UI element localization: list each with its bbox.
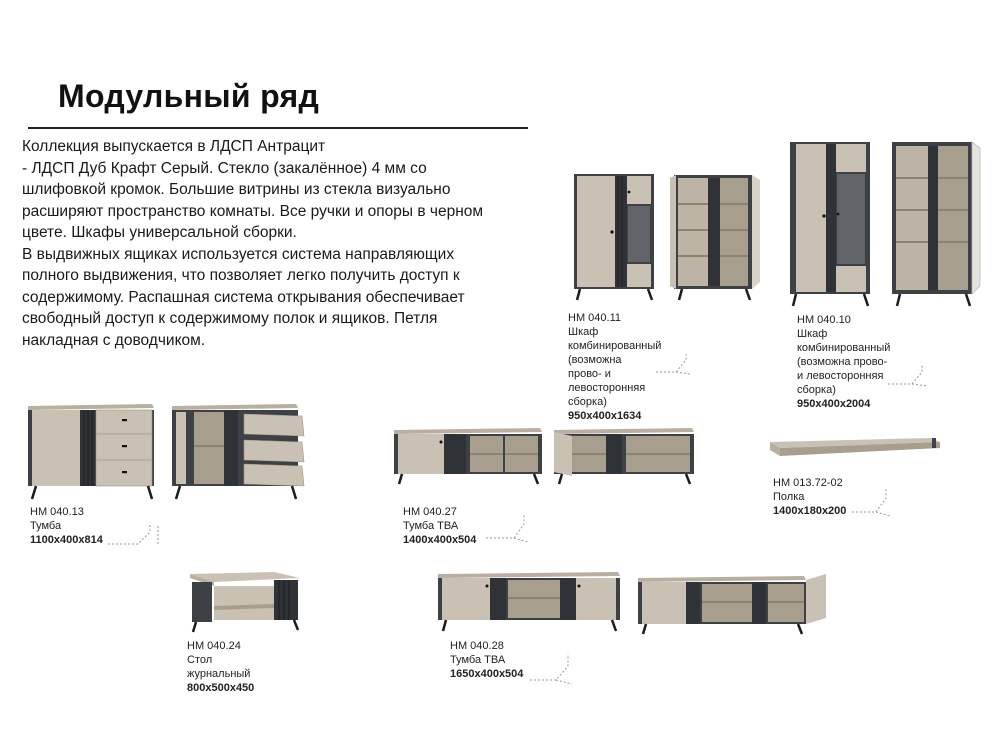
cabinet-040-11-open-image: [668, 172, 763, 304]
caption-040-27: [403, 505, 476, 547]
description-line: В выдвижных ящиках используется система направляющих: [22, 245, 455, 263]
dimensions-icon: [654, 354, 694, 376]
cabinet-040-10-open-image: [888, 138, 983, 308]
product-name: Тумба ТВА: [450, 654, 506, 666]
product-code: НМ 040.10: [797, 314, 851, 326]
product-name: Полка: [773, 491, 805, 503]
description-line: свободный доступ к содержимому полок и ящиков. Петля: [22, 310, 438, 327]
description-line: цвете. Шкафы универсальной сборки.: [22, 224, 297, 241]
product-dimensions: 1100x400x814: [30, 534, 103, 546]
product-dimensions: 1400x180x200: [773, 505, 847, 517]
tv-stand-040-27-open-image: [550, 424, 700, 486]
product-code: НМ 040.27: [403, 506, 457, 518]
caption-040-13: [30, 505, 103, 547]
caption-013-72-02: [773, 476, 846, 518]
cabinet-040-10-closed-image: [788, 140, 873, 308]
product-dimensions: 1650x400x504: [450, 668, 524, 680]
dimensions-icon: [106, 524, 166, 550]
description-line: шлифовкой кромок. Большие витрины из стекла визуально: [22, 181, 451, 198]
description-line: - ЛДСП Дуб Крафт Серый. Стекло (закалённое) 4 мм со: [22, 159, 427, 177]
collection-description: [22, 136, 532, 351]
chest-040-13-open-image: [168, 402, 308, 502]
chest-040-13-closed-image: [24, 402, 159, 502]
product-code: НМ 040.13: [30, 506, 84, 518]
description-line: расширяют пространство комнаты. Все ручки и опоры в черном: [22, 202, 484, 220]
product-name: Тумба ТВА: [403, 520, 459, 532]
description-line: содержимому. Распашная система открывания обеспечивает: [22, 288, 465, 306]
product-name: Шкаф комбинированный: [797, 328, 891, 354]
product-code: НМ 040.24: [187, 640, 241, 652]
product-dimensions: 1400x400x504: [403, 534, 477, 546]
caption-040-28: [450, 639, 523, 681]
dimensions-icon: [528, 652, 578, 686]
dimensions-icon: [484, 514, 534, 544]
tv-stand-040-27-closed-image: [390, 424, 545, 486]
coffee-table-040-24-image: [184, 570, 309, 634]
product-code: НМ 040.28: [450, 640, 504, 652]
product-name: Стол журнальный: [187, 654, 251, 680]
description-line: накладная с доводчиком.: [22, 331, 206, 349]
caption-040-10: [797, 313, 890, 411]
product-name: Шкаф комбинированный (возможна: [568, 326, 662, 366]
description-line: Коллекция выпускается в ЛДСП Антрацит: [22, 138, 326, 155]
dimensions-icon: [850, 486, 895, 518]
product-name: (возможна прово- и левосторонняя: [797, 356, 888, 382]
caption-040-11: [568, 311, 661, 423]
product-name: Тумба: [30, 520, 62, 532]
description-line: полного выдвижения, что позволяет легко получить доступ к: [22, 267, 460, 284]
product-name: сборка): [797, 384, 836, 396]
product-dimensions: 950x400x2004: [797, 398, 871, 410]
cabinet-040-11-closed-image: [572, 172, 657, 302]
dimensions-icon: [886, 364, 934, 388]
product-code: НМ 013.72-02: [773, 477, 843, 489]
product-dimensions: 800x500x450: [187, 682, 255, 694]
title-underline: [28, 127, 528, 129]
product-dimensions: 950x400x1634: [568, 410, 642, 422]
tv-stand-040-28-open-image: [634, 572, 834, 636]
product-code: НМ 040.11: [568, 312, 621, 324]
product-name: прово- и левосторонняя сборка): [568, 368, 646, 408]
caption-040-24: [187, 639, 254, 695]
shelf-013-72-02-image: [768, 436, 943, 460]
tv-stand-040-28-closed-image: [434, 568, 624, 634]
page-title: Модульный ряд: [58, 78, 320, 114]
